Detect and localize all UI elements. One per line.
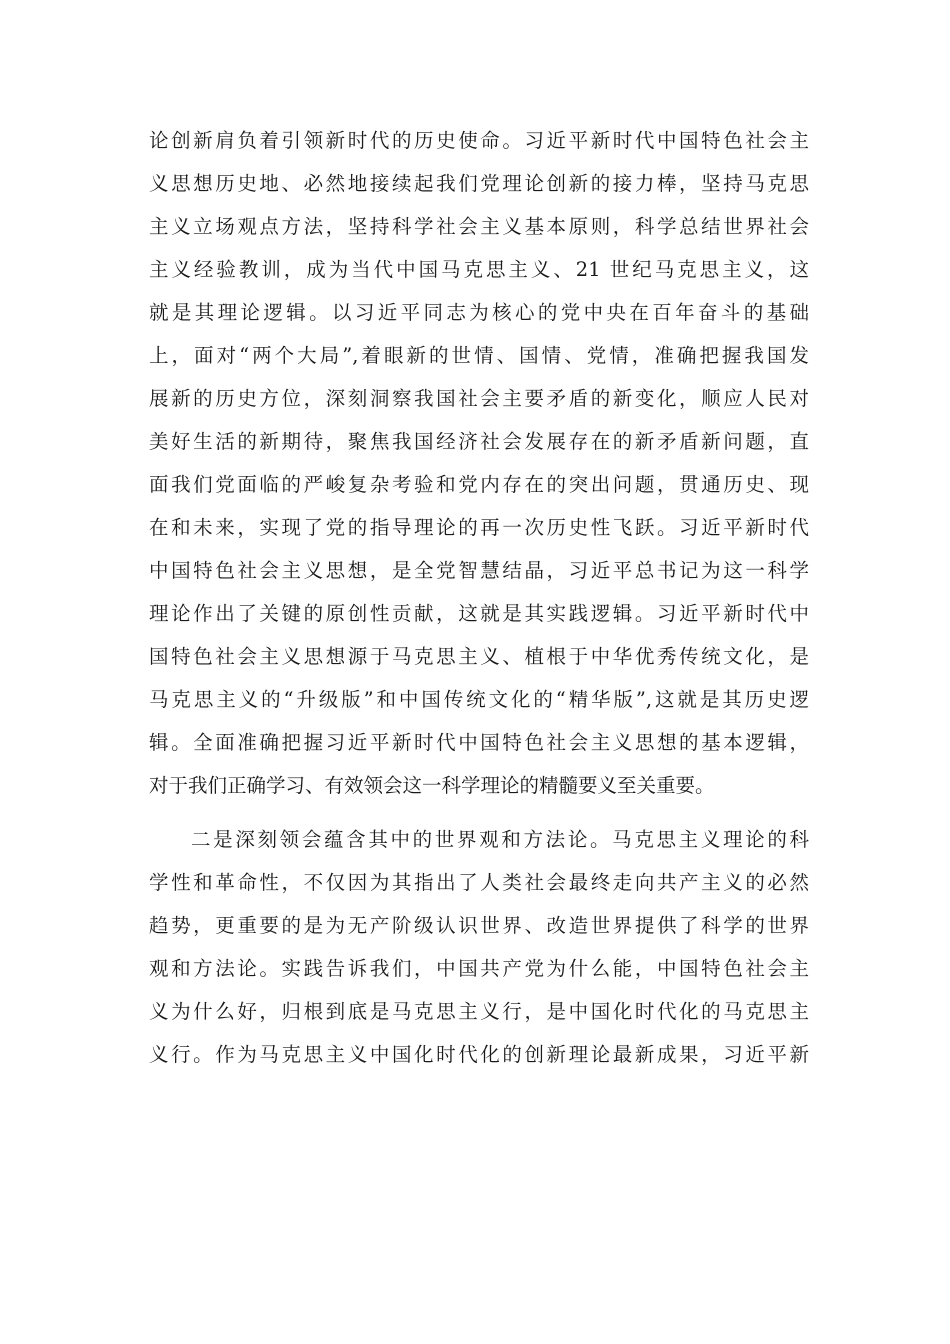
text-line: 上，面对“两个大局”,着眼新的世情、国情、党情，准确把握我国发 — [149, 344, 809, 367]
text-line: 马克思主义的“升级版”和中国传统文化的“精华版”,这就是其历史逻 — [149, 688, 809, 711]
text-line: 二是深刻领会蕴含其中的世界观和方法论。马克思主义理论的科 — [191, 828, 809, 851]
text-line: 在和未来，实现了党的指导理论的再一次历史性飞跃。习近平新时代 — [149, 516, 809, 539]
text-line: 趋势，更重要的是为无产阶级认识世界、改造世界提供了科学的世界 — [149, 914, 809, 937]
text-line: 论创新肩负着引领新时代的历史使命。习近平新时代中国特色社会主 — [149, 129, 809, 152]
text-line: 国特色社会主义思想源于马克思主义、植根于中华优秀传统文化，是 — [149, 645, 809, 668]
text-line: 理论作出了关键的原创性贡献，这就是其实践逻辑。习近平新时代中 — [149, 602, 809, 625]
text-line: 义思想历史地、必然地接续起我们党理论创新的接力棒，坚持马克思 — [149, 172, 809, 195]
text-line: 就是其理论逻辑。以习近平同志为核心的党中央在百年奋斗的基础 — [149, 301, 809, 324]
text-line: 面我们党面临的严峻复杂考验和党内存在的突出问题，贯通历史、现 — [149, 473, 809, 496]
text-line: 辑。全面准确把握习近平新时代中国特色社会主义思想的基本逻辑， — [149, 731, 809, 754]
text-line: 主义立场观点方法，坚持科学社会主义基本原则，科学总结世界社会 — [149, 215, 809, 238]
text-line: 美好生活的新期待，聚焦我国经济社会发展存在的新矛盾新问题，直 — [149, 430, 809, 453]
text-line: 义行。作为马克思主义中国化时代化的创新理论最新成果，习近平新 — [149, 1043, 809, 1066]
text-line: 学性和革命性，不仅因为其指出了人类社会最终走向共产主义的必然 — [149, 871, 809, 894]
text-line: 对于我们正确学习、有效领会这一科学理论的精髓要义至关重要。 — [149, 774, 715, 797]
text-line: 义为什么好，归根到底是马克思主义行，是中国化时代化的马克思主 — [149, 1000, 809, 1023]
text-line: 中国特色社会主义思想，是全党智慧结晶，习近平总书记为这一科学 — [149, 559, 809, 582]
text-line: 展新的历史方位，深刻洞察我国社会主要矛盾的新变化，顺应人民对 — [149, 387, 809, 410]
text-line: 观和方法论。实践告诉我们，中国共产党为什么能，中国特色社会主 — [149, 957, 809, 980]
text-line: 主义经验教训，成为当代中国马克思主义、21 世纪马克思主义，这 — [149, 258, 809, 281]
